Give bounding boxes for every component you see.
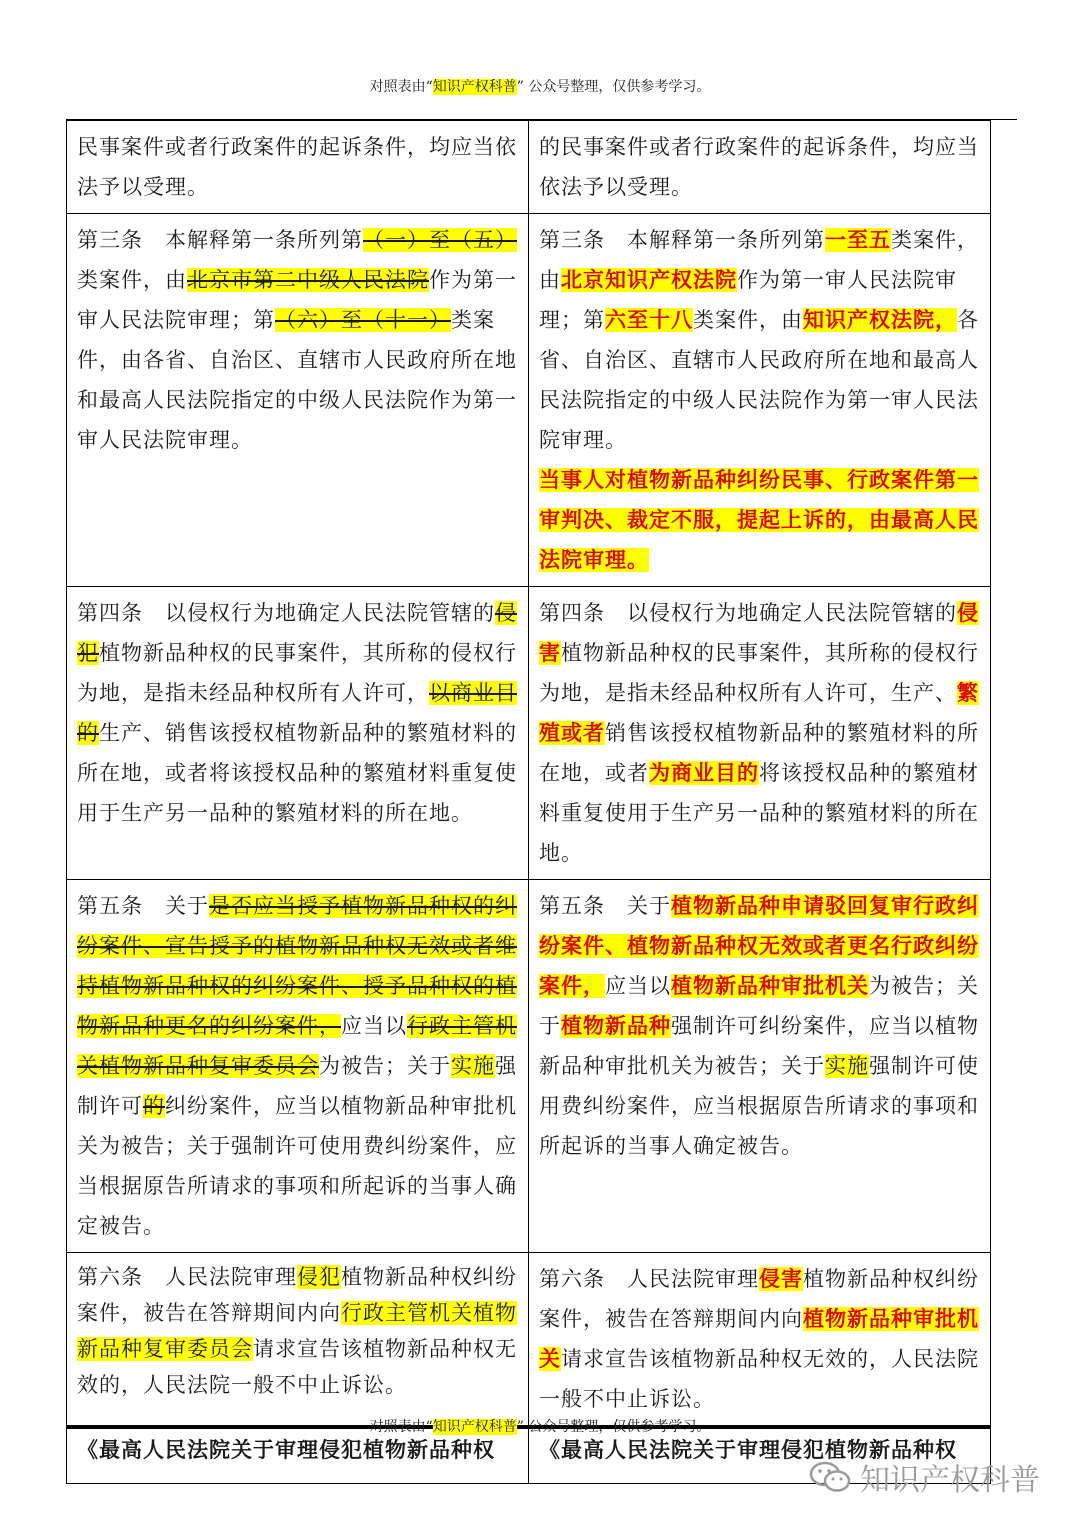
new-text: 类案件，由 bbox=[693, 308, 803, 332]
old-article-4 bbox=[67, 587, 529, 880]
header-suffix: ” 公众号整理，仅供参考学习。 bbox=[516, 79, 711, 95]
deleted-text: 行政主管机关植物新品种复审委员会 bbox=[77, 1014, 517, 1078]
deleted-text: 是否应当授予植物新品种权的纠纷案件、宣告授予的植物新品种权无效或者维持植物新品种权的纠纷案件、授予品种权的植物新品种更名的纠纷案件， bbox=[77, 894, 517, 1038]
new-text: 植物新品种权纠纷案件，被告在答辩期间内向 bbox=[539, 1267, 979, 1331]
added-text: 北京知识产权法院 bbox=[561, 268, 737, 292]
old-text: 作为第一审人民法院审理；第 bbox=[77, 268, 517, 332]
old-article-5 bbox=[67, 880, 529, 1253]
new-article-5 bbox=[529, 880, 991, 1253]
old-text: 强制许可 bbox=[77, 1054, 517, 1118]
new-text: 的民事案件或者行政案件的起诉条件，均应当依法予以受理。 bbox=[539, 135, 979, 199]
added-text: 一至五 bbox=[825, 228, 891, 252]
new-text: 请求宣告该植物新品种权无效的，人民法院一般不中止诉讼。 bbox=[539, 1347, 979, 1411]
new-text: 强制许可使用费纠纷案件，应当根据原告所请求的事项和所起诉的当事人确定被告。 bbox=[539, 1054, 979, 1158]
header-note bbox=[0, 76, 1080, 96]
new-title: 《最高人民法院关于审理侵犯植物新品种权 bbox=[539, 1438, 957, 1462]
deleted-text: 以商业目的 bbox=[77, 681, 517, 745]
added-paragraph: 当事人对植物新品种纠纷民事、行政案件第一审判决、裁定不服，提起上诉的，由最高人民法院审理。 bbox=[539, 468, 979, 572]
added-text: 知识产权法院， bbox=[803, 308, 957, 332]
deleted-text: 北京市第二中级人民法院 bbox=[187, 268, 429, 292]
table-row bbox=[67, 880, 991, 1253]
new-text: 第四条 以侵权行为地确定人民法院管辖的 bbox=[539, 601, 957, 625]
footer-source-highlight: 知识产权科普 bbox=[432, 1419, 517, 1435]
old-text-cell bbox=[67, 121, 529, 214]
deleted-text: 的 bbox=[143, 1094, 165, 1118]
old-text: 第六条 人民法院审理 bbox=[77, 1265, 297, 1289]
footer-note bbox=[0, 1416, 1080, 1436]
header-source-highlight: 知识产权科普 bbox=[432, 79, 517, 95]
new-text: 强制许可纠纷案件，应当以植物新品种审批机关为被告；关于 bbox=[539, 1014, 979, 1078]
added-text: 侵害 bbox=[759, 1267, 803, 1291]
old-text: 请求宣告该植物新品种权无效的，人民法院一般不中止诉讼。 bbox=[77, 1337, 517, 1397]
new-text: 销售该授权植物新品种的繁殖材料的所在地，或者 bbox=[539, 721, 979, 785]
added-text: 植物新品种申请驳回复审行政纠纷案件、植物新品种权无效或者更名行政纠纷案件， bbox=[539, 894, 979, 998]
added-text: 植物新品种审批机关 bbox=[671, 974, 869, 998]
added-text: 植物新品种审批机关 bbox=[539, 1307, 979, 1371]
highlighted-text: 实施 bbox=[451, 1054, 495, 1078]
wechat-icon bbox=[808, 1459, 852, 1495]
new-text: 作为第一审人民法院审理；第 bbox=[539, 268, 957, 332]
new-text-cell bbox=[529, 121, 991, 214]
added-text: 侵害 bbox=[539, 601, 979, 665]
footer-suffix: ” 公众号整理，仅供参考学习。 bbox=[516, 1419, 711, 1435]
deleted-text: （一）至（五） bbox=[363, 228, 517, 252]
old-text: 第四条 以侵权行为地确定人民法院管辖的 bbox=[77, 601, 495, 625]
table-row bbox=[67, 587, 991, 880]
new-text: 应当以 bbox=[605, 974, 671, 998]
old-text: 生产、销售该授权植物新品种的繁殖材料的所在地，或者将该授权品种的繁殖材料重复使用于生产另一品种的繁殖材料的所在地。 bbox=[77, 721, 517, 825]
new-text: 为被告；关于 bbox=[539, 974, 979, 1038]
table-row bbox=[67, 214, 991, 587]
new-text: 第五条 关于 bbox=[539, 894, 671, 918]
new-article-4 bbox=[529, 587, 991, 880]
new-text: 类案件，由 bbox=[539, 228, 979, 292]
new-text: 第六条 人民法院审理 bbox=[539, 1267, 759, 1291]
added-text: 为商业目的 bbox=[649, 761, 759, 785]
old-text: 第三条 本解释第一条所列第 bbox=[77, 228, 363, 252]
watermark bbox=[808, 1455, 1040, 1499]
table-row bbox=[67, 1253, 991, 1428]
old-text: 植物新品种权的民事案件，其所称的侵权行为地，是指未经品种权所有人许可， bbox=[77, 641, 517, 705]
old-text: 纠纷案件，应当以植物新品种审批机关为被告；关于强制许可使用费纠纷案件，应当根据原告所请求的事项和所起诉的当事人确定被告。 bbox=[77, 1094, 517, 1238]
old-text: 类案件，由 bbox=[77, 268, 187, 292]
old-text: 为被告；关于 bbox=[319, 1054, 451, 1078]
old-text: 类案件，由各省、自治区、直辖市人民政府所在地和最高人民法院指定的中级人民法院作为第一审人民法院审理。 bbox=[77, 308, 517, 452]
added-text: 植物新品种 bbox=[561, 1014, 671, 1038]
highlighted-text: 实施 bbox=[825, 1054, 869, 1078]
new-text: 植物新品种权的民事案件，其所称的侵权行为地，是指未经品种权所有人许可，生产、 bbox=[539, 641, 979, 705]
highlighted-text: 行政主管机关植物新品种复审委员会 bbox=[77, 1301, 517, 1361]
watermark-text: 知识产权科普 bbox=[860, 1463, 1040, 1498]
added-text: 六至十八 bbox=[605, 308, 693, 332]
new-text: 将该授权品种的繁殖材料重复使用于生产另一品种的繁殖材料的所在地。 bbox=[539, 761, 979, 865]
old-text: 民事案件或者行政案件的起诉条件，均应当依法予以受理。 bbox=[77, 135, 517, 199]
old-text: 应当以 bbox=[341, 1014, 407, 1038]
old-article-6 bbox=[67, 1253, 529, 1428]
old-text: 第五条 关于 bbox=[77, 894, 209, 918]
old-article-3 bbox=[67, 214, 529, 587]
header-prefix: 对照表由“ bbox=[369, 79, 433, 95]
deleted-text: （六）至（十一） bbox=[275, 308, 451, 332]
footer-prefix: 对照表由“ bbox=[369, 1419, 433, 1435]
comparison-table bbox=[66, 120, 991, 1484]
added-text: 繁殖或者 bbox=[539, 681, 979, 745]
deleted-text: 侵犯 bbox=[77, 601, 517, 665]
table-row bbox=[67, 121, 991, 214]
old-text: 植物新品种权纠纷案件，被告在答辩期间内向 bbox=[77, 1265, 517, 1325]
new-article-3 bbox=[529, 214, 991, 587]
new-text: 各省、自治区、直辖市人民政府所在地和最高人民法院指定的中级人民法院作为第一审人民法院审理。 bbox=[539, 308, 979, 452]
old-title: 《最高人民法院关于审理侵犯植物新品种权 bbox=[77, 1438, 495, 1462]
new-text: 第三条 本解释第一条所列第 bbox=[539, 228, 825, 252]
new-article-6 bbox=[529, 1253, 991, 1428]
highlighted-text: 侵犯 bbox=[297, 1265, 341, 1289]
